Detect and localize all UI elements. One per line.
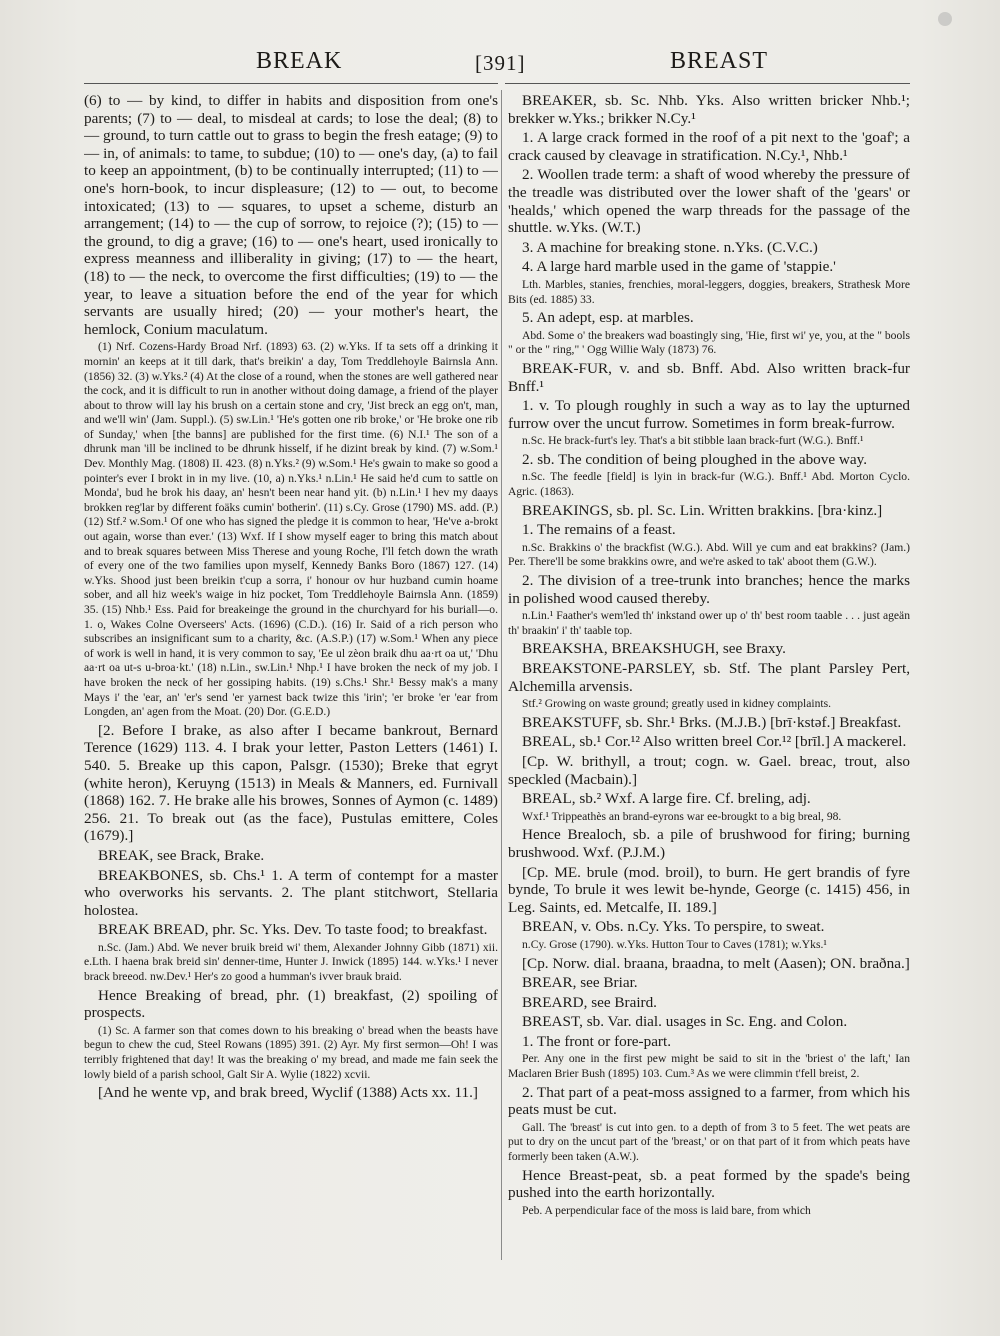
- running-head-right: BREAST: [670, 48, 769, 74]
- citation-paragraph: n.Lin.¹ Faather's wem'led th' inkstand ower up o' th' best room taable . . . just ageän th' braakin' i' th' taable top.: [508, 609, 910, 637]
- left-column: [84, 90, 498, 1260]
- entry-paragraph: BREAKSTUFF, sb. Shr.¹ Brks. (M.J.B.) [brī·kstəf.] Breakfast.: [522, 713, 902, 731]
- entry-paragraph: BREAST, sb. Var. dial. usages in Sc. Eng. and Colon.: [522, 1013, 848, 1031]
- page-number: [391]: [475, 51, 526, 75]
- header-rule-left: [84, 83, 498, 84]
- sense-paragraph: 4. A large hard marble used in the game of 'stappie.': [522, 258, 836, 276]
- citation-paragraph: Gall. The 'breast' is cut into gen. to a depth of from 3 to 5 feet. The wet peats are put to dry on the uncut part of the 'breast,' or on that part of it from which peats have formerly been taken (A.W.).: [508, 1120, 910, 1164]
- citation-paragraph: Stf.² Growing on waste ground; greatly used in kidney complaints.: [522, 697, 832, 711]
- entry-paragraph: BREAK, see Brack, Brake.: [98, 846, 265, 864]
- citation-paragraph: n.Sc. The feedle [field] is lyin in brack-fur (W.G.). Bnff.¹ Abd. Morton Cyclo. Agric. (1863).: [508, 470, 910, 499]
- etymology-paragraph: [Cp. W. brithyll, a trout; cogn. w. Gael. breac, trout, also speckled (Macbain).]: [508, 752, 910, 788]
- paragraph: Hence Brealoch, sb. a pile of brushwood for firing; burning brushwood. Wxf. (P.J.M.): [508, 826, 910, 861]
- entry-paragraph: BREARD, see Braird.: [522, 993, 657, 1011]
- paragraph: Hence Breaking of bread, phr. (1) breakfast, (2) spoiling of prospects.: [84, 986, 498, 1022]
- citation-paragraph: (1) Sc. A farmer son that comes down to his breaking o' bread when the beasts have begun to chew the cud, Steel Rowans (1895) 391. (2) Ayr. My first sermon—Oh! I was terribly frightened that day! It was the breaking o' my bread, and made me fain seek the lowly bield of a parish school, Galt Sir A. Wylie (1822) xcvii.: [84, 1023, 498, 1081]
- citation-paragraph: Per. Any one in the first pew might be said to sit in the 'briest o' the laft,' Ian Maclaren Brier Bush (1895) 103. Cum.³ As we were climmin t'fell breist, 2.: [508, 1052, 910, 1081]
- entry-paragraph: BREAKINGS, sb. pl. Sc. Lin. Written brakkins. [bra·kinz.]: [522, 501, 883, 519]
- entry-paragraph: BREAKSHA, BREAKSHUGH, see Braxy.: [522, 640, 786, 658]
- sense-paragraph: 1. The remains of a feast.: [522, 521, 676, 539]
- etymology-paragraph: [Cp. ME. brule (mod. broil), to burn. He gert brandis of fyre bynde, To brule it wes lewit be-hynde, George (c. 1415) 456, in Leg. Saints, ed. Metcalfe, II. 189.]: [508, 863, 910, 916]
- etymology-paragraph: [And he wente vp, and brak breed, Wyclif (1388) Acts xx. 11.]: [98, 1084, 478, 1102]
- citation-paragraph: n.Sc. (Jam.) Abd. We never bruik breid wi' them, Alexander Johnny Gibb (1871) xii. e.Lth. I haena brak breid sin' denner-time, Hunter J. Inwick (1895) 144. w.Yks.¹ I never brack breeod. nw.Dev.¹ Her's zo good a humman's ivver brauk braid.: [84, 940, 498, 984]
- entry-paragraph: BREAR, see Briar.: [522, 974, 638, 992]
- entry-paragraph: BREAKER, sb. Sc. Nhb. Yks. Also written bricker Nhb.¹; brekker w.Yks.; brikker N.Cy.¹: [508, 92, 910, 127]
- sense-paragraph: 3. A machine for breaking stone. n.Yks. (C.V.C.): [522, 238, 818, 256]
- entry-paragraph: BREAN, v. Obs. n.Cy. Yks. To perspire, to sweat.: [522, 918, 825, 936]
- sense-paragraph: 1. v. To plough roughly in such a way as to lay the upturned furrow over the uncut furrow. Sometimes in form break-furrow.: [508, 397, 910, 432]
- right-column: [508, 90, 910, 1320]
- entry-paragraph: BREAL, sb.² Wxf. A large fire. Cf. breling, adj.: [522, 790, 811, 808]
- citation-paragraph: n.Sc. Brakkins o' the brackfist (W.G.). Abd. Will ye cum and eat brakkins? (Jam.) Per. There'll be some brakkins owre, and we're asked to tak' aboot them (G.W.).: [508, 540, 910, 569]
- etymology-paragraph: [Cp. Norw. dial. braana, braadna, to melt (Aasen); ON. braðna.]: [522, 954, 910, 972]
- sense-paragraph: 1. A large crack formed in the roof of a pit next to the 'goaf'; a crack caused by cleavage in stratification. N.Cy.¹, Nhb.¹: [508, 129, 910, 164]
- citation-paragraph: n.Cy. Grose (1790). w.Yks. Hutton Tour to Caves (1781); w.Yks.¹: [522, 937, 827, 951]
- etymology-paragraph: [2. Before I brake, as also after I became bankrout, Bernard Terence (1629) 113. 4. I brak your letter, Paston Letters (1461) I. 540. 5. Breake up this capon, Palsgr. (1530); Breke that egryt (white heron), Keruyng (1513) in Meals & Manners, ed. Furnivall (1868) 162. 7. He brake alle his browes, Sonnes of Aymon (c. 1489) 256. 21. To break out (as the face), Pustulas emittere, Coles (1679).]: [84, 721, 498, 845]
- entry-paragraph: BREAL, sb.¹ Cor.¹² Also written breel Cor.¹² [brīl.] A mackerel.: [522, 733, 907, 751]
- paragraph: Hence Breast-peat, sb. a peat formed by the spade's being pushed into the earth horizontally.: [508, 1166, 910, 1202]
- ink-smudge: [938, 12, 952, 26]
- citation-paragraph: (1) Nrf. Cozens-Hardy Broad Nrf. (1893) 63. (2) w.Yks. If ta sets off a drinking it mornin' an keeps at it till dark, that's breikin' a day, Tom Treddlehoyle Bairnsla Ann. (1856) 32. (3) w.Yks.² (4) At the close of a round, when the stones are well gathered near the cock, and it is difficult to run in another without doing damage, a friend of the player about to throw will lay his brush on a certain stone and cry, 'Jist breck an egg on't, man, and we'll win' (Jam. Suppl.). (5) sw.Lin.¹ 'He's gotten one rib broke,' or 'He broke one rib of Sunday,' when [the banns] are published for the first time. (6) N.I.¹ The son of a dhrunk man 'ill be inclined to be dhrunk hisself, if he dizint break by kind. (7) w.Som.¹ Dev. Monthly Mag. (1808) II. 423. (8) n.Yks.² (9) w.Som.¹ He's gwain to make so good a pointer's ever I brokt in in my live. (10, a) n.Yks.¹ n.Lin.¹ He said he'd cum to sattle on Monda', bud he brok his daay, an' hesn't been near hand yit. (b) n.Lin.¹ I hev my daays brokken reg'lar by different foäks cumin' botherin'. (11) s.Cy. Grose (1790) MS. add. (P.) (12) Stf.² w.Som.¹ Of one who has signed the pledge it is common to hear, 'He've a-brokt out again, worse than ever.' (13) Wxf. If I show myself eager to bring this match about and to break squares between Miss Therese and young Roche, I'll fetch down the wrath of every one of the two families upon myself, Kennedy Banks Boro (1867) 127. (14) w.Yks. Shood just been breikin t'cup a sorra, i' honour ov hur huzband cumin hoame sober, and all hiz week's waige in hiz pocket, Tom Treddlehoyle Bairnsla Ann. (1859) 35. (15) Nhb.¹ Ess. Paid for breakeinge the ground in the churchyard for his buriall—o. 1. o, Wakes Colne Overseers' Acts. (1696) (C.D.). (16) Ir. Said of a rich person who subscribes an insignificant sum to a charity, &c. (A.S.P.) (17) w.Som.¹ When any piece of work is well in hand, it is very common to say, 'Ee ul zèon braik dhu aa·rt oa ut,' 'Dhu aa·rt oa ut-s u-broa·kt.' (18) n.Lin., sw.Lin.¹ Nhp.¹ I have broken the neck of my job. I have broken the neck of her gossiping habits. (19) s.Chs.¹ Shr.¹ Bessy mak's a many Mays i' the 'ear, an' 'er's send 'er yarnest back twize this 'irin'; 'er broke 'er 'ear from Longden, an' agen from the Moat. (20) Dor. (G.E.D.): [84, 340, 498, 719]
- citation-paragraph: Wxf.¹ Trippeathès an brand-eyrons war ee-brougkt to a big breal, 98.: [522, 809, 842, 823]
- citation-paragraph: Peb. A perpendicular face of the moss is laid bare, from which: [522, 1203, 811, 1217]
- citation-paragraph: n.Sc. He brack-furt's ley. That's a bit stibble laan brack-furt (W.G.). Bnff.¹: [522, 434, 864, 448]
- entry-paragraph: BREAKBONES, sb. Chs.¹ 1. A term of contempt for a master who overworks his servants. 2. The plant stitchwort, Stellaria holostea.: [84, 866, 498, 919]
- sense-paragraph: 2. Woollen trade term: a shaft of wood whereby the pressure of the treadle was distributed over the lower shaft of the 'gears' or 'healds,' which opened the warp threads for the passage of the shuttle. w.Yks. (W.T.): [508, 166, 910, 237]
- entry-paragraph: BREAK-FUR, v. and sb. Bnff. Abd. Also written brack-fur Bnff.¹: [508, 359, 910, 395]
- entry-paragraph: BREAKSTONE-PARSLEY, sb. Stf. The plant Parsley Pert, Alchemilla arvensis.: [508, 660, 910, 695]
- paragraph: (6) to — by kind, to differ in habits and disposition from one's parents; (7) to — deal, to misdeal at cards; to lose the deal; (8) to — ground, to turn cattle out to grass to begin the fresh eatage; (9) to — in, of animals: to tame, to subdue; (10) to — one's day, (a) to fail to keep an appointment, (b) to be continually interrupted; (11) to — one's horn-book, to incur displeasure; (12) to — out, to become intoxicated; (13) to — squares, to upset a scheme, disturb an arrangement; (14) to — the cup of sorrow, to rejoice (?); (15) to — the ground, to dig a grave; (16) to — one's heart, used ironically to express meanness and illiberality in giving; (17) to — the heart, (18) to — the neck, to overcome the first difficulties; (19) to — the year, to leave a situation before the end of the year for which servants are usually hired; (20) — your mother's heart, the hemlock, Conium maculatum.: [84, 92, 498, 338]
- sense-paragraph: 1. The front or fore-part.: [522, 1032, 672, 1050]
- sense-paragraph: 5. An adept, esp. at marbles.: [522, 309, 694, 327]
- citation-paragraph: Lth. Marbles, stanies, frenchies, moral-leggers, doggies, breakers, Strathesk More Bits (ed. 1885) 33.: [508, 277, 910, 306]
- sense-paragraph: 2. sb. The condition of being ploughed in the above way.: [522, 450, 868, 468]
- sense-paragraph: 2. That part of a peat-moss assigned to a farmer, from which his peats must be cut.: [508, 1083, 910, 1119]
- page-header: [0, 48, 1000, 82]
- entry-paragraph: BREAK BREAD, phr. Sc. Yks. Dev. To taste food; to breakfast.: [98, 921, 488, 939]
- column-divider: [501, 90, 502, 1260]
- citation-paragraph: Abd. Some o' the breakers wad boastingly sing, 'Hie, first wi' ye, you, at the " bools " or the " ring," ' Ogg Willie Waly (1873) 76.: [508, 328, 910, 357]
- header-rule-right: [505, 83, 910, 84]
- running-head-left: BREAK: [256, 48, 343, 74]
- sense-paragraph: 2. The division of a tree-trunk into branches; hence the marks in polished wood caused thereby.: [508, 572, 910, 607]
